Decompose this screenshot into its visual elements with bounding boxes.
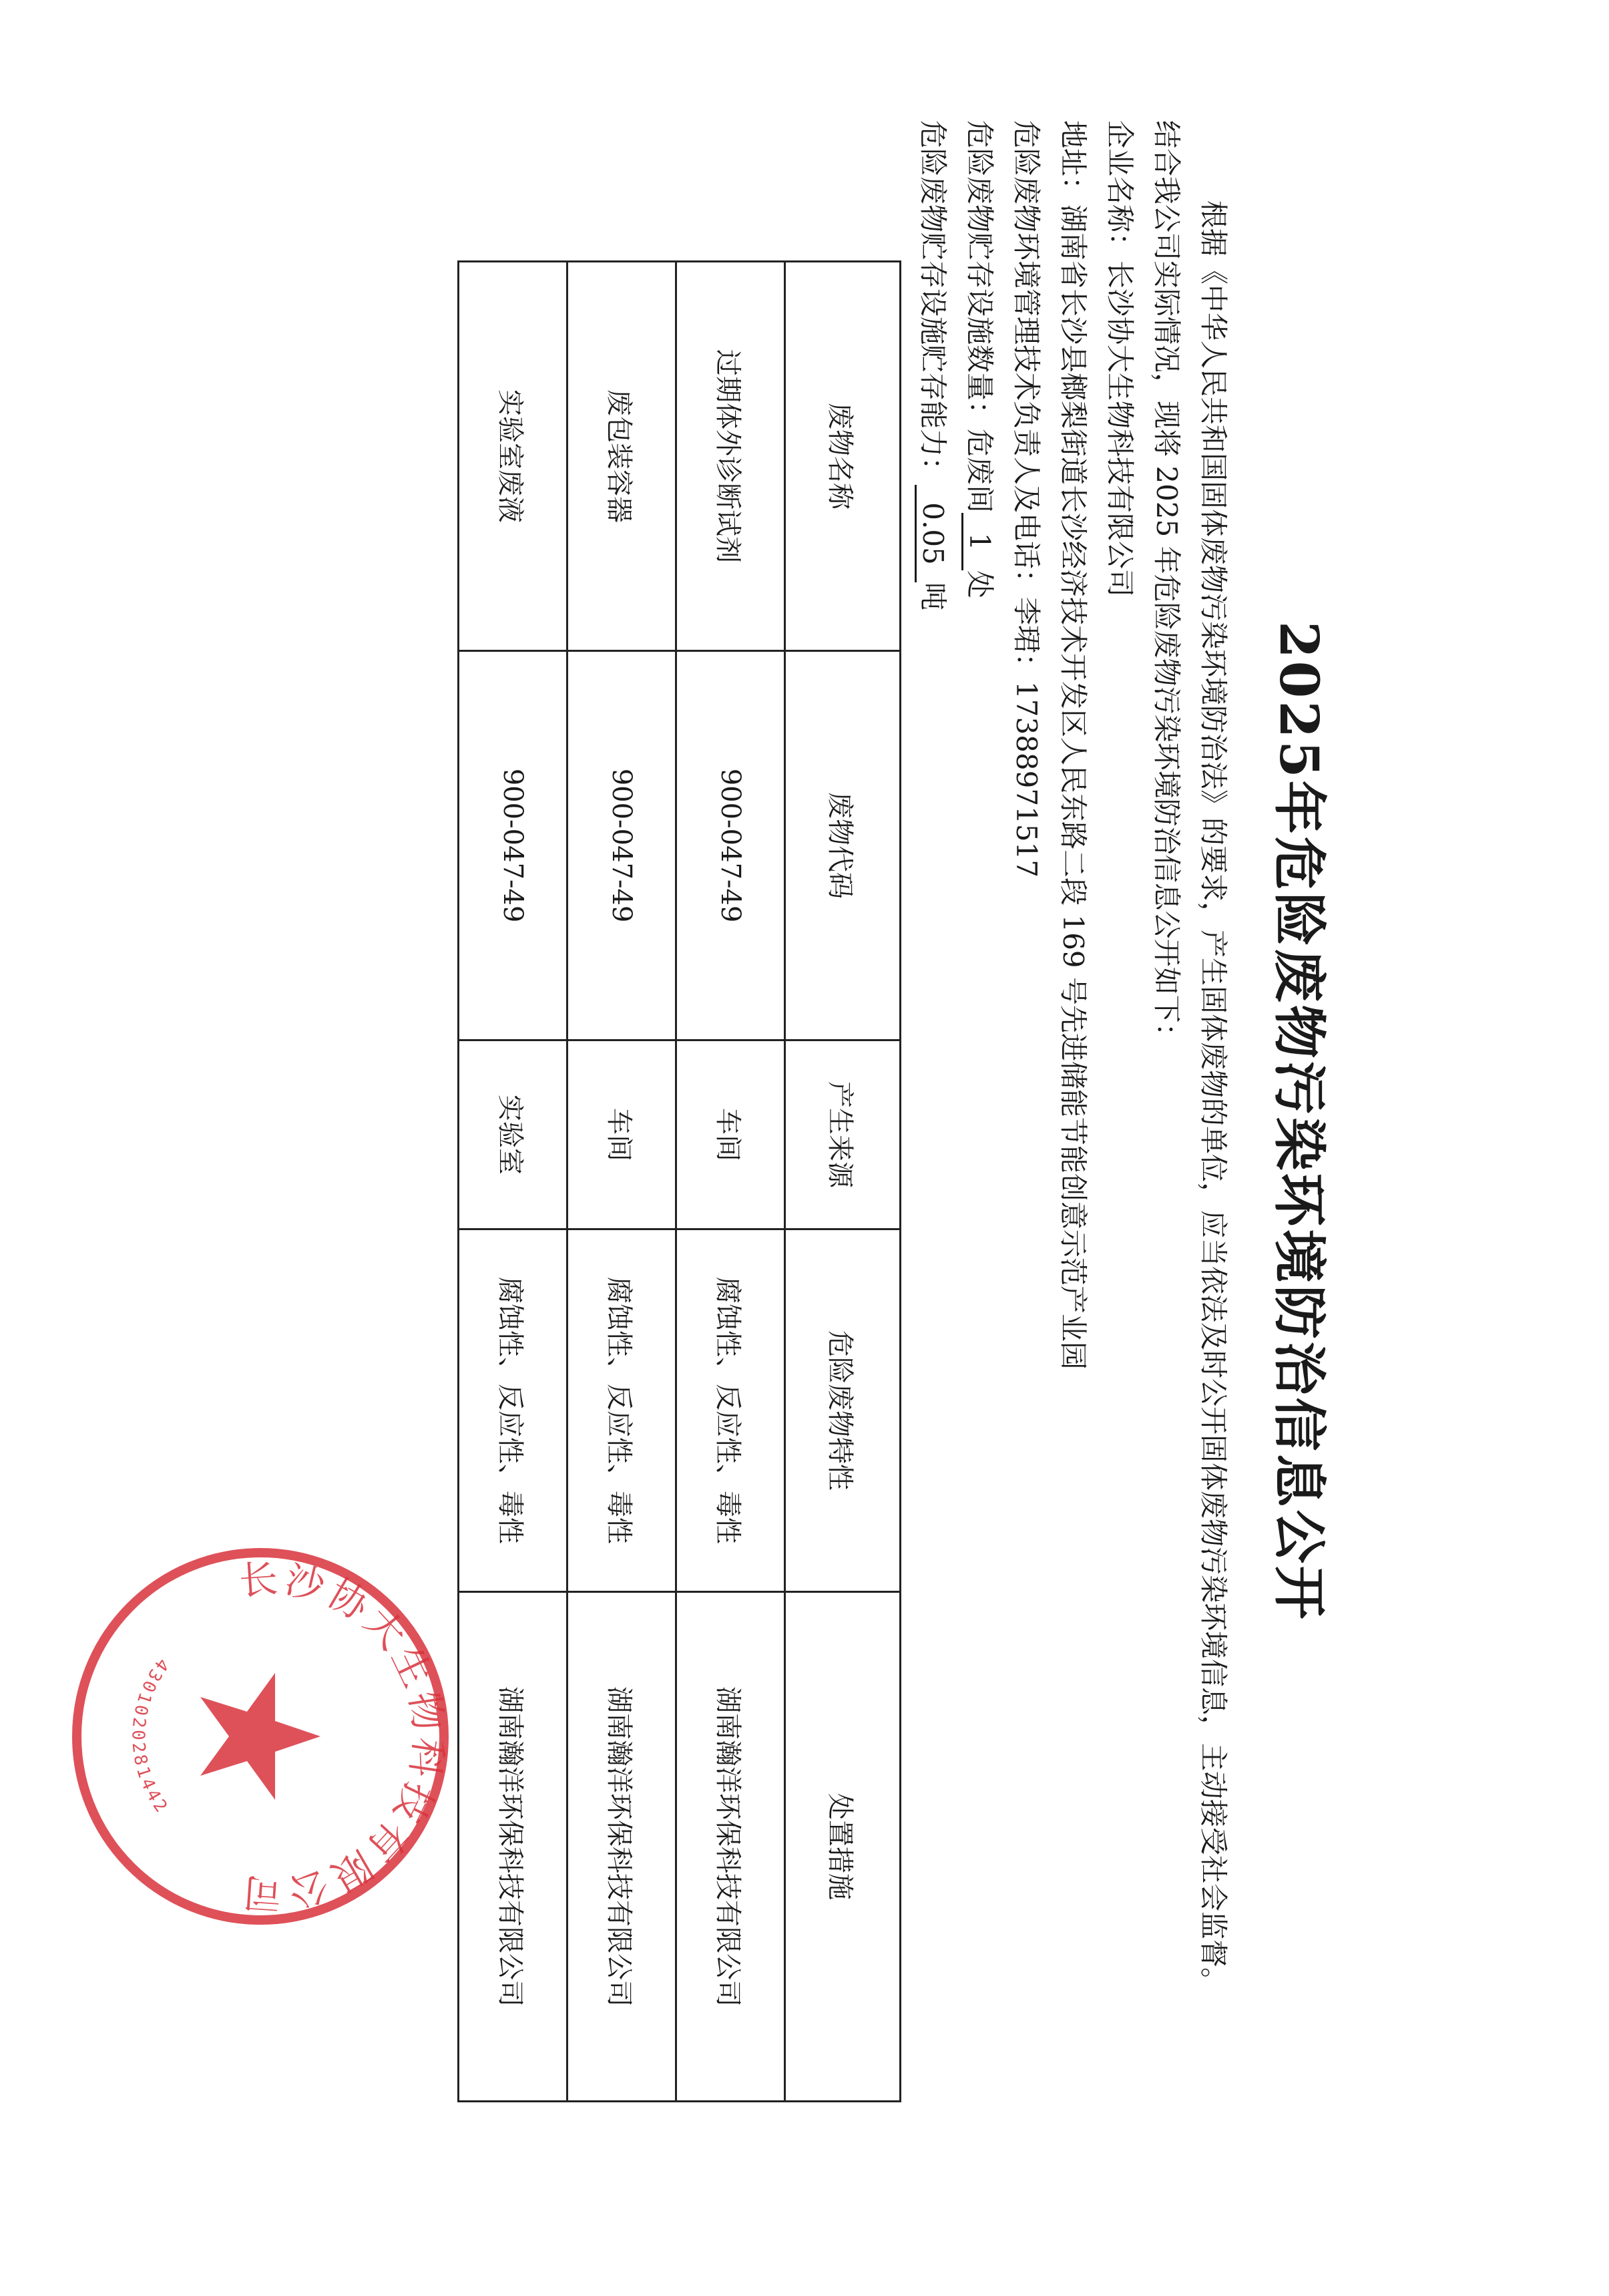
company-label: 企业名称： — [1104, 120, 1136, 261]
cell-waste-code: 900-047-49 — [676, 651, 785, 1040]
address-row — [1055, 120, 1095, 1370]
cell-source: 车间 — [676, 1040, 785, 1229]
storage-capacity-label: 危险废物贮存设施贮存能力： — [917, 120, 949, 486]
manager-label: 危险废物环境管理技术负责人及电话： — [1010, 120, 1043, 598]
cell-disposal: 湖南瀚洋环保科技有限公司 — [459, 1592, 567, 2102]
cell-source: 实验室 — [459, 1040, 567, 1229]
seal-number: 4301020281442 — [128, 1654, 173, 1819]
cell-waste-code: 900-047-49 — [459, 651, 567, 1040]
intro-line-2: 结合我公司实际情况，现将 2025 年危险废物污染环境防治信息公开如下： — [1150, 120, 1183, 1051]
header-characteristics: 危险废物特性 — [785, 1229, 901, 1592]
header-disposal: 处置措施 — [785, 1592, 901, 2102]
cell-disposal: 湖南瀚洋环保科技有限公司 — [676, 1592, 785, 2102]
manager-row — [1008, 120, 1048, 878]
address-label: 地址： — [1057, 120, 1090, 205]
seal-star-icon — [200, 1673, 320, 1800]
cell-waste-name: 废包装容器 — [567, 262, 676, 651]
cell-waste-name: 过期体外诊断试剂 — [676, 262, 785, 651]
storage-capacity-unit: 吨 — [917, 582, 949, 611]
header-waste-name: 废物名称 — [785, 262, 901, 651]
storage-count-unit: 处 — [963, 570, 996, 599]
waste-table — [457, 260, 901, 2102]
company-name: 长沙协大生物科技有限公司 — [1104, 260, 1136, 598]
header-source: 产生来源 — [785, 1040, 901, 1229]
storage-capacity-value: 0.05 — [915, 485, 949, 582]
intro-line-1: 根据《中华人民共和国固体废物污染环境防治法》的要求，产生固体废物的单位，应当依法及时公开固体废物污染环境信息，主动接受社会监督。 — [1197, 200, 1230, 1996]
table-row — [567, 262, 676, 2102]
cell-waste-name: 实验室废液 — [459, 262, 567, 651]
cell-characteristics: 腐蚀性、反应性、毒性 — [459, 1229, 567, 1592]
storage-count-value: 1 — [961, 513, 996, 570]
cell-characteristics: 腐蚀性、反应性、毒性 — [676, 1229, 785, 1592]
table-header-row — [785, 262, 901, 2102]
storage-count-row — [961, 120, 1001, 598]
address-value: 湖南省长沙县榔梨街道长沙经济技术开发区人民东路二段 169 号先进储能节能创意示范产业园 — [1057, 204, 1090, 1370]
table-row — [676, 262, 785, 2102]
table-row — [459, 262, 567, 2102]
cell-disposal: 湖南瀚洋环保科技有限公司 — [567, 1592, 676, 2102]
header-waste-code: 废物代码 — [785, 651, 901, 1040]
company-seal — [60, 1536, 461, 1937]
seal-text: 长沙协大生物科技有限公司 — [237, 1555, 452, 1917]
cell-source: 车间 — [567, 1040, 676, 1229]
cell-waste-code: 900-047-49 — [567, 651, 676, 1040]
storage-capacity-row — [915, 120, 955, 610]
cell-characteristics: 腐蚀性、反应性、毒性 — [567, 1229, 676, 1592]
storage-count-label: 危险废物贮存设施数量：危废间 — [963, 120, 996, 514]
company-row — [1102, 120, 1142, 597]
page-title: 2025年危险废物污染环境防治信息公开 — [1268, 621, 1331, 1622]
manager-value: 李珺：17388971517 — [1010, 597, 1043, 878]
